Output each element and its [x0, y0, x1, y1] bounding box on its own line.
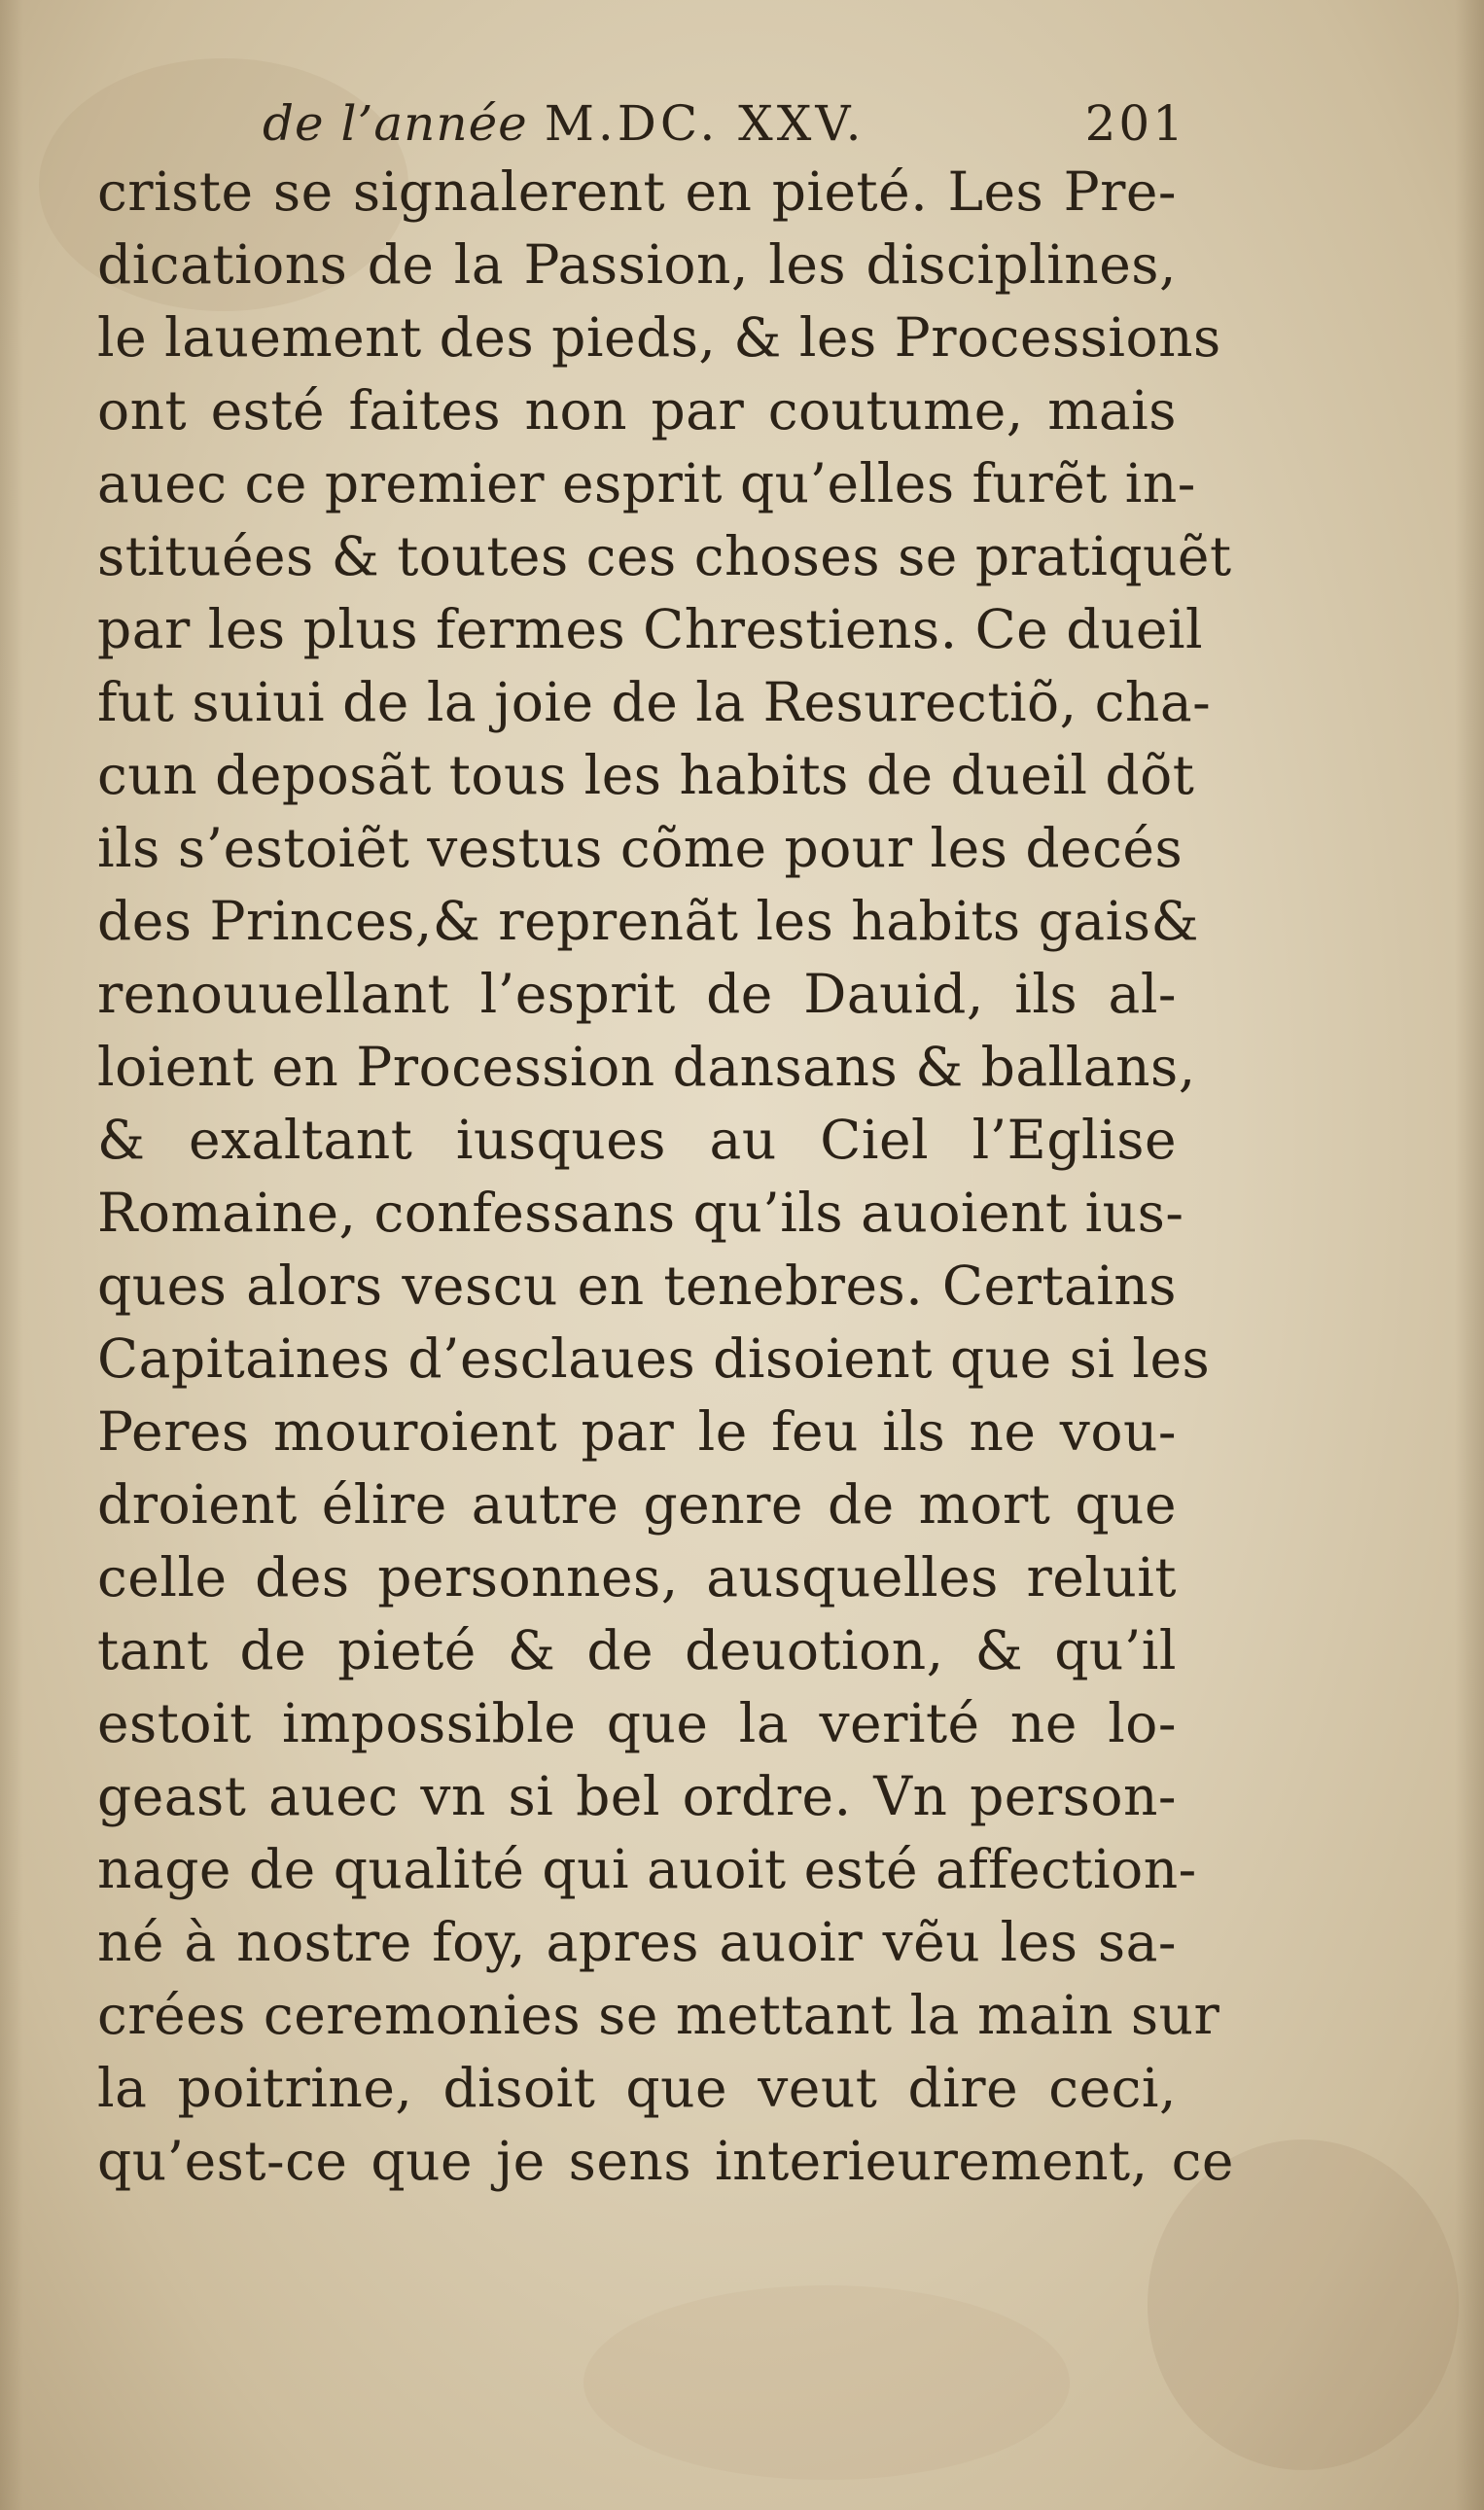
- text-line: ils s’estoiẽt vestus cõme pour les decés: [97, 817, 1184, 879]
- text-line: Romaine, confessans qu’ils auoient ius-: [97, 1182, 1184, 1244]
- body-text: [97, 156, 1234, 2198]
- text-line: stituées & toutes ces choses se pratiquẽt: [97, 525, 1232, 587]
- text-line: crées ceremonies se mettant la main sur: [97, 1984, 1220, 2046]
- text-line: geast auec vn si bel ordre. Vn person-: [97, 1765, 1177, 1827]
- text-line: ques alors vescu en tenebres. Certains: [97, 1255, 1177, 1317]
- text-line: droient élire autre genre de mort que: [97, 1473, 1177, 1536]
- text-line: ont esté faites non par coutume, mais: [97, 379, 1177, 442]
- text-line: des Princes,& reprenãt les habits gais&: [97, 890, 1199, 952]
- text-line: estoit impossible que la verité ne lo-: [97, 1692, 1177, 1754]
- running-header: [263, 89, 1186, 158]
- text-line: né à nostre foy, apres auoir vẽu les sa-: [97, 1911, 1177, 1973]
- text-line: loient en Procession dansans & ballans,: [97, 1036, 1196, 1098]
- text-line: dications de la Passion, les disciplines,: [97, 233, 1177, 296]
- text-line: celle des personnes, ausquelles reluit: [97, 1546, 1177, 1609]
- text-line: fut suiui de la joie de la Resurectiõ, cha-: [97, 671, 1212, 733]
- text-line: le lauement des pieds, & les Processions: [97, 306, 1221, 369]
- text-line: la poitrine, disoit que veut dire ceci,: [97, 2057, 1177, 2119]
- text-line: Peres mouroient par le feu ils ne vou-: [97, 1400, 1177, 1463]
- text-line: par les plus fermes Chrestiens. Ce dueil: [97, 598, 1204, 660]
- text-line: cun deposãt tous les habits de dueil dõt: [97, 744, 1195, 806]
- text-line: criste se signalerent en pieté. Les Pre-: [97, 160, 1177, 223]
- text-line: & exaltant iusques au Ciel l’Eglise: [97, 1109, 1177, 1171]
- text-line: auec ce premier esprit qu’elles furẽt in-: [97, 452, 1196, 514]
- page-edge-shadow-left: [0, 0, 23, 2510]
- text-line: nage de qualité qui auoit esté affection-: [97, 1838, 1197, 1900]
- page-edge-shadow-right: [1455, 0, 1484, 2510]
- text-line: Capitaines d’esclaues disoient que si les: [97, 1327, 1211, 1390]
- page-number: 201: [1084, 95, 1186, 152]
- running-title-year: M.DC. XXV.: [544, 95, 866, 152]
- text-line: qu’est-ce que je sens interieurement, ce: [97, 2130, 1234, 2192]
- paper-stain: [583, 2285, 1070, 2480]
- text-line: tant de pieté & de deuotion, & qu’il: [97, 1619, 1177, 1681]
- running-title-italic: de l’année: [263, 95, 528, 152]
- text-line: renouuellant l’esprit de Dauid, ils al-: [97, 963, 1177, 1025]
